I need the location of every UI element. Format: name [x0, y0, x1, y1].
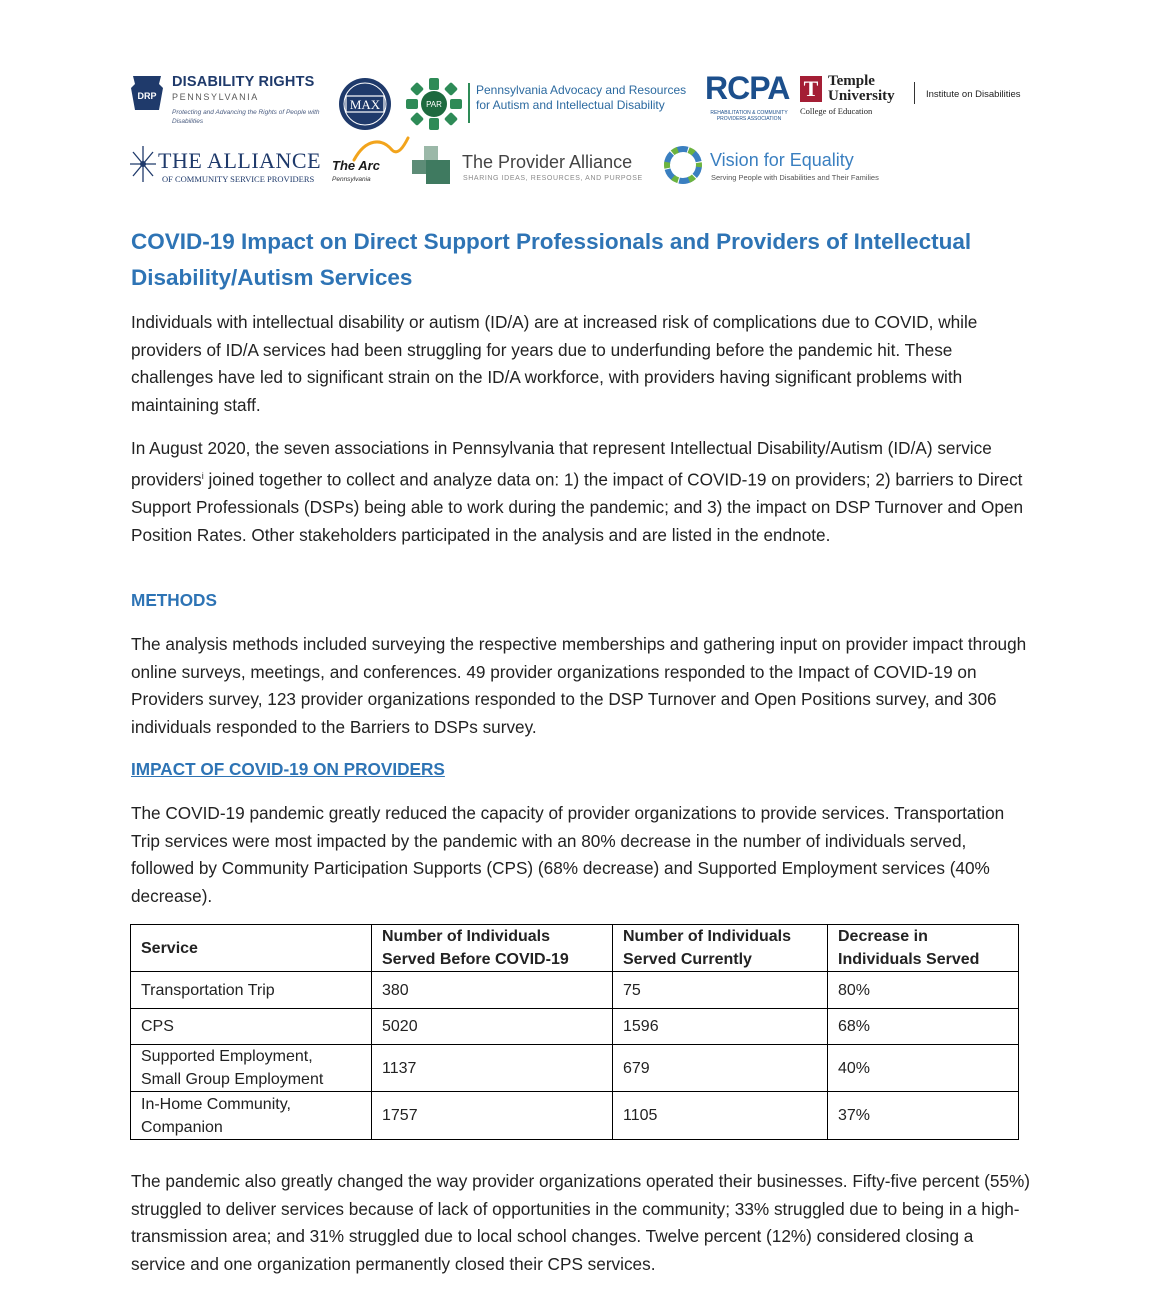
- closing-paragraph: The pandemic also greatly changed the way provider organizations operated their businesses. Fifty-five percent (55%) struggled to deliver services because of lack of opportunities in the community; 33% struggled due to being in a high-transmission area; and 31% struggled due to local school changes. Twelve percent (12%) considered closing a service and one organization permanently closed their CPS services.: [131, 1171, 1031, 1274]
- disability-rights-pa-logo: [130, 72, 330, 132]
- cell-current: 75: [613, 972, 828, 1009]
- table-row: [131, 1045, 1019, 1092]
- vision-ring-icon: [662, 144, 704, 186]
- temple-name-line-2: University: [828, 88, 895, 104]
- cell-before: 380: [372, 972, 613, 1009]
- cell-current: 679: [613, 1045, 828, 1092]
- par-logo-mark: [404, 76, 464, 132]
- par-badge-text: PAR: [426, 100, 442, 109]
- keystone-icon: [130, 74, 164, 112]
- document-title: COVID-19 Impact on Direct Support Professionals and Providers of Intellectual Disability/Autism Services: [131, 229, 972, 290]
- cell-decrease: 37%: [828, 1092, 1019, 1140]
- cell-current: 1105: [613, 1092, 828, 1140]
- alliance-name: THE ALLIANCE: [158, 148, 322, 173]
- table-row: [131, 1092, 1019, 1140]
- par-line-1: Pennsylvania Advocacy and Resources: [476, 83, 687, 97]
- temple-name-line-1: Temple: [828, 73, 875, 89]
- par-line-2: for Autism and Intellectual Disability: [476, 98, 665, 112]
- temple-university-logo: [800, 72, 1030, 118]
- temple-name: [828, 74, 895, 104]
- vision-for-equality-logo: [662, 144, 877, 190]
- associations-text-start: In August 2020, the seven associations in Pennsylvania that represent Intellectual Disability/Autism (ID/A) service providers: [131, 438, 992, 490]
- max-logo: [338, 77, 392, 131]
- table-header-row: [131, 925, 1019, 972]
- drp-subtitle: PENNSYLVANIA: [172, 92, 259, 102]
- arc-name: The Arc: [332, 158, 380, 173]
- header-decrease: Decrease in Individuals Served: [828, 925, 1019, 972]
- drp-title: DISABILITY RIGHTS: [172, 74, 315, 90]
- cell-current: 1596: [613, 1009, 828, 1045]
- impact-heading: IMPACT OF COVID-19 ON PROVIDERS: [131, 759, 445, 779]
- cell-service: CPS: [131, 1009, 372, 1045]
- arc-subtitle: Pennsylvania: [332, 176, 371, 183]
- impact-paragraph: The COVID-19 pandemic greatly reduced the capacity of provider organizations to provide services. Transportation Trip services were most impacted by the pandemic with an 80% decrease in the number of individuals served, followed by Community Participation Supports (CPS) (68% decrease) and Supported Employment services (40% decrease).: [131, 803, 1005, 906]
- drp-tagline: Protecting and Advancing the Rights of People with Disabilities: [172, 109, 320, 125]
- cell-decrease: 40%: [828, 1045, 1019, 1092]
- temple-t-icon: T: [800, 76, 822, 102]
- provider-alliance-logo: [412, 146, 652, 188]
- associations-text-end: joined together to collect and analyze data on: 1) the impact of COVID-19 on providers; 2) barriers to Direct Support Professionals (DSPs) being able to work during the pandemic; and 3) the impact on DSP Turnover and Open Position Rates. Other stakeholders participated in the analysis and are listed in the endnote.: [131, 469, 1024, 545]
- rcpa-subtitle: REHABILITATION & COMMUNITY PROVIDERS ASSOCIATION: [710, 110, 788, 122]
- cell-service: Supported Employment, Small Group Employment: [131, 1045, 372, 1092]
- rcpa-name: RCPA: [705, 70, 790, 106]
- table-row: [131, 972, 1019, 1009]
- vision-name: Vision for Equality: [710, 150, 854, 170]
- the-arc-logo: [332, 136, 410, 188]
- cell-service: In-Home Community, Companion: [131, 1092, 372, 1140]
- compass-star-icon: [128, 144, 158, 184]
- alliance-subtitle: OF COMMUNITY SERVICE PROVIDERS: [162, 174, 315, 184]
- max-label: MAX: [349, 97, 381, 112]
- par-logo-text: [468, 83, 686, 123]
- intro-paragraph: Individuals with intellectual disability or autism (ID/A) are at increased risk of complications due to COVID, while providers of ID/A services had been struggling for years due to underfunding before the pandemic hit. These challenges have led to significant strain on the ID/A workforce, with providers having significant problems with maintaining staff.: [131, 312, 978, 415]
- the-alliance-logo: [128, 142, 328, 188]
- cell-decrease: 80%: [828, 972, 1019, 1009]
- header-current: Number of Individuals Served Currently: [613, 925, 828, 972]
- methods-heading: METHODS: [131, 590, 217, 610]
- vision-subtitle: Serving People with Disabilities and Their Families: [711, 173, 879, 182]
- cell-before: 1137: [372, 1045, 613, 1092]
- services-table: [130, 924, 1019, 1140]
- header-before: Number of Individuals Served Before COVID-19: [372, 925, 613, 972]
- cell-decrease: 68%: [828, 1009, 1019, 1045]
- temple-divider: [914, 82, 915, 104]
- header-service: Service: [131, 925, 372, 972]
- cell-service: Transportation Trip: [131, 972, 372, 1009]
- temple-college: College of Education: [800, 106, 873, 116]
- provider-alliance-squares-icon: [412, 146, 456, 184]
- rcpa-logo: [705, 70, 790, 126]
- drp-badge-text: DRP: [137, 91, 157, 101]
- provider-alliance-name: The Provider Alliance: [462, 152, 633, 172]
- associations-paragraph: [131, 435, 1031, 549]
- cell-before: 5020: [372, 1009, 613, 1045]
- methods-paragraph: The analysis methods included surveying the respective memberships and gathering input on provider impact through online surveys, meetings, and conferences. 49 provider organizations responded to the Impact of COVID-19 on Providers survey, 123 provider organizations responded to the DSP Turnover and Open Positions survey, and 306 individuals responded to the Barriers to DSPs survey.: [131, 634, 1027, 737]
- endnote-marker[interactable]: i: [201, 470, 204, 481]
- provider-alliance-subtitle: SHARING IDEAS, RESOURCES, AND PURPOSE: [463, 175, 643, 182]
- temple-institute: Institute on Disabilities: [926, 89, 1021, 100]
- table-row: [131, 1009, 1019, 1045]
- cell-before: 1757: [372, 1092, 613, 1140]
